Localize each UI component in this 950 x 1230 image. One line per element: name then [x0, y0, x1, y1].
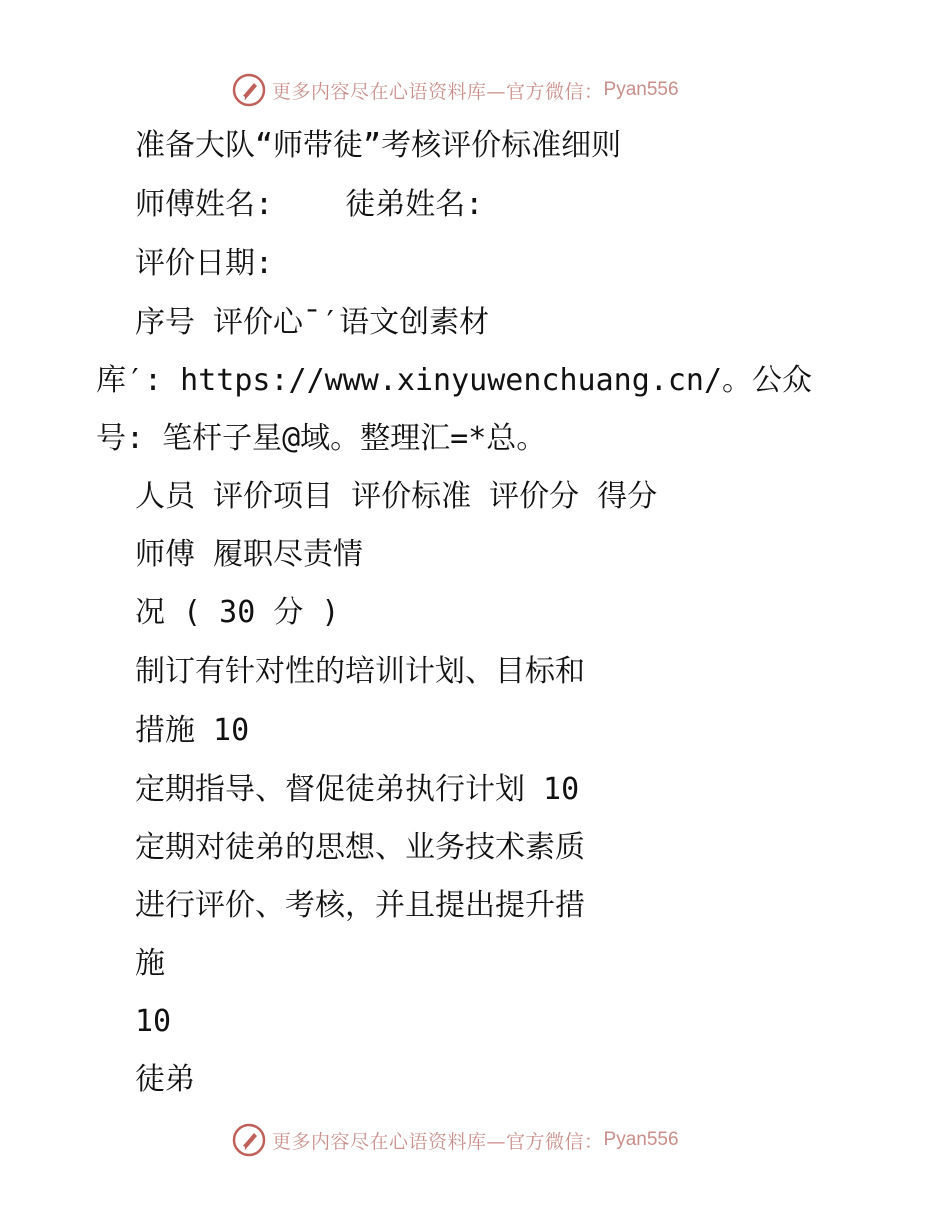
- text-line-8: 师傅 履职尽责情: [135, 537, 364, 572]
- watermark-text: 更多内容尽在心语资料库—官方微信：: [272, 80, 604, 103]
- text-line-4: 序号 评价心¯′语文创素材: [135, 305, 490, 340]
- text-line-11: 措施 10: [135, 713, 250, 748]
- text-line-17: 徒弟: [135, 1062, 195, 1097]
- text-line-10: 制订有针对性的培训计划、目标和: [135, 654, 585, 689]
- text-line-15: 施: [135, 946, 165, 981]
- text-line-16: 10: [135, 1004, 172, 1039]
- text-line-9: 况 ( 30 分 ): [135, 595, 340, 630]
- watermark-wechat-id: Pyan556: [603, 1129, 679, 1150]
- watermark-banner-top: [232, 72, 679, 108]
- text-line-5: 库′: https://www.xinyuwenchuang.cn/。公众: [96, 363, 813, 398]
- text-line-12: 定期指导、督促徒弟执行计划 10: [135, 772, 580, 807]
- pen-logo-icon: [232, 1123, 266, 1157]
- text-line-13: 定期对徒弟的思想、业务技术素质: [135, 830, 585, 865]
- text-line-6: 号: 笔杆子星@域。整理汇=*总。: [96, 421, 547, 456]
- table-header-row: 人员 评价项目 评价标准 评价分 得分: [135, 479, 658, 514]
- watermark-banner-bottom: [232, 1122, 679, 1158]
- watermark-text: 更多内容尽在心语资料库—官方微信：: [272, 1130, 604, 1153]
- date-line: 评价日期:: [135, 246, 274, 281]
- doc-title: 准备大队“师带徒”考核评价标准细则: [135, 128, 622, 163]
- text-line-14: 进行评价、考核，并且提出提升措: [135, 888, 585, 923]
- pen-logo-icon: [232, 73, 266, 107]
- names-line: 师傅姓名: 徒弟姓名:: [135, 187, 484, 222]
- watermark-wechat-id: Pyan556: [603, 79, 679, 100]
